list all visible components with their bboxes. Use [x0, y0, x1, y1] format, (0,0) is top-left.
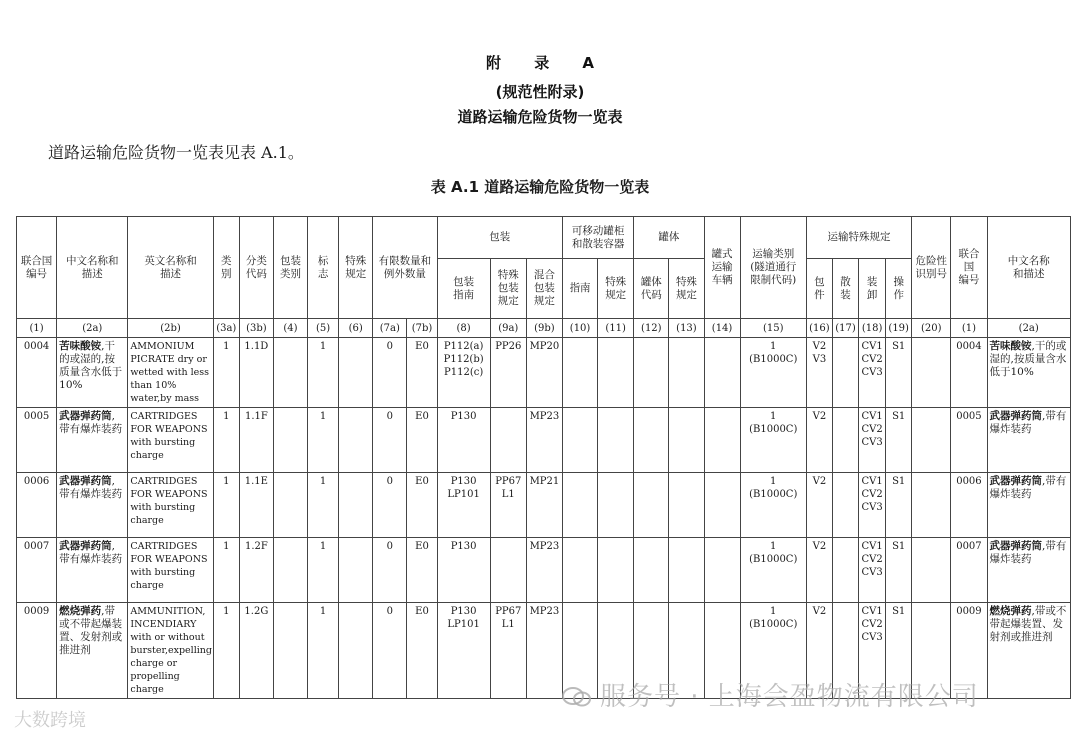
- column-number: (7a): [373, 319, 407, 338]
- cell-special: [339, 473, 373, 538]
- cn-name-desc: ,干的或湿的,按质量含水低于10%: [989, 340, 1067, 378]
- cell-ts-loading: CV1 CV2 CV3: [859, 603, 886, 699]
- cell-label: 1: [308, 473, 339, 538]
- cell-tank-special: [669, 338, 704, 408]
- cell-ts-package: V2 V3: [806, 338, 832, 408]
- cell-ts-bulk: [832, 408, 858, 473]
- cell-code: 1.2F: [239, 538, 273, 603]
- cell-pk-instr: P112(a) P112(b) P112(c): [437, 338, 490, 408]
- dangerous-goods-table: [16, 216, 1071, 699]
- header-en-name: 英文名称和 描述: [128, 217, 213, 319]
- cell-eq: E0: [407, 538, 437, 603]
- intro-text: 道路运输危险货物一览表见表 A.1。: [48, 143, 304, 162]
- cn-name-bold: 武器弹药筒: [989, 475, 1042, 487]
- cn-name-desc: ,带有爆炸装药: [989, 540, 1067, 565]
- column-number: (8): [437, 319, 490, 338]
- header-pt-special: 特殊 规定: [598, 259, 634, 319]
- header-pk-instr: 包装 指南: [437, 259, 490, 319]
- header-code: 分类 代码: [239, 217, 273, 319]
- cell-ts-bulk: [832, 473, 858, 538]
- cell-cn-name: [57, 538, 128, 603]
- cell-un: 0005: [17, 408, 57, 473]
- column-number: (2a): [57, 319, 128, 338]
- column-number: (9a): [490, 319, 526, 338]
- column-number: (19): [886, 319, 912, 338]
- cell-hazard-id: [912, 473, 951, 538]
- column-number-row: [17, 319, 1071, 338]
- column-number: (1): [17, 319, 57, 338]
- header-transport-special: 运输特殊规定: [806, 217, 911, 259]
- cell-class: 1: [213, 473, 239, 538]
- cell-label: 1: [308, 603, 339, 699]
- wechat-icon: [562, 686, 592, 708]
- cell-pk-instr: P130 LP101: [437, 473, 490, 538]
- cell-pt-instr: [563, 338, 598, 408]
- cell-pt-special: [598, 538, 634, 603]
- cell-en: CARTRIDGES FOR WEAPONS with bursting charge: [128, 538, 213, 603]
- cell-pg: [273, 473, 307, 538]
- cell-pt-instr: [563, 408, 598, 473]
- column-number: (10): [563, 319, 598, 338]
- cell-tank-code: [634, 538, 669, 603]
- cell-pk-mixed: MP23: [526, 408, 562, 473]
- cell-code: 1.1D: [239, 338, 273, 408]
- cell-pt-special: [598, 473, 634, 538]
- cell-en: AMMUNITION, INCENDIARY with or without burster,expelling charge or propelling charge: [128, 603, 213, 699]
- cell-lq: 0: [373, 408, 407, 473]
- cell-eq: E0: [407, 603, 437, 699]
- cell-un: 0007: [17, 538, 57, 603]
- cell-ts-operation: S1: [886, 338, 912, 408]
- header-ts-package: 包 件: [806, 259, 832, 319]
- cell-special: [339, 338, 373, 408]
- cn-name-bold: 武器弹药筒: [59, 475, 112, 487]
- column-number: (2a): [987, 319, 1071, 338]
- header-pt-instr: 指南: [563, 259, 598, 319]
- cn-name-desc: ,带或不带起爆装置、发射剂或推进剂: [989, 605, 1067, 643]
- column-number: (9b): [526, 319, 562, 338]
- header-un: 联合国 编号: [17, 217, 57, 319]
- cell-hazard-id: [912, 538, 951, 603]
- header-label: 标 志: [308, 217, 339, 319]
- cn-name-bold: 燃烧弹药: [59, 605, 102, 617]
- cell-special: [339, 408, 373, 473]
- cell-un2: 0005: [951, 408, 987, 473]
- column-number: (1): [951, 319, 987, 338]
- header-packing-group: 包装 类别: [273, 217, 307, 319]
- cell-cn-name-2: [987, 603, 1071, 699]
- cell-ts-bulk: [832, 538, 858, 603]
- cell-en: CARTRIDGES FOR WEAPONS with bursting charge: [128, 408, 213, 473]
- cell-eq: E0: [407, 473, 437, 538]
- header-tank: 罐体: [634, 217, 704, 259]
- appendix-subtitle: (规范性附录): [495, 83, 585, 101]
- cell-ts-package: V2: [806, 538, 832, 603]
- cell-pg: [273, 603, 307, 699]
- cell-pk-mixed: MP23: [526, 538, 562, 603]
- cell-pt-special: [598, 408, 634, 473]
- appendix-title: 附 录 A: [485, 54, 609, 72]
- cell-class: 1: [213, 408, 239, 473]
- cell-lq: 0: [373, 338, 407, 408]
- cell-en: CARTRIDGES FOR WEAPONS with bursting charge: [128, 473, 213, 538]
- cell-ts-package: V2: [806, 473, 832, 538]
- header-pk-special: 特殊 包装 规定: [490, 259, 526, 319]
- cell-pk-mixed: MP23: [526, 603, 562, 699]
- cell-pt-special: [598, 338, 634, 408]
- cell-un: 0006: [17, 473, 57, 538]
- cell-eq: E0: [407, 338, 437, 408]
- header-ts-bulk: 散 装: [832, 259, 858, 319]
- cell-pk-mixed: MP21: [526, 473, 562, 538]
- header-tank-special: 特殊 规定: [669, 259, 704, 319]
- column-number: (7b): [407, 319, 437, 338]
- header-ts-operation: 操 作: [886, 259, 912, 319]
- cell-un2: 0006: [951, 473, 987, 538]
- cell-tank-code: [634, 338, 669, 408]
- header-cn-name: 中文名称和 描述: [57, 217, 128, 319]
- column-number: (3b): [239, 319, 273, 338]
- cell-class: 1: [213, 603, 239, 699]
- cell-cn-name: [57, 408, 128, 473]
- cell-eq: E0: [407, 408, 437, 473]
- cell-transport-cat: 1 (B1000C): [740, 338, 806, 408]
- cell-ts-operation: S1: [886, 538, 912, 603]
- column-number: (18): [859, 319, 886, 338]
- header-transport-category: 运输类别 (隧道通行 限制代码): [740, 217, 806, 319]
- cell-tank-vehicle: [704, 408, 740, 473]
- cell-tank-code: [634, 473, 669, 538]
- cell-special: [339, 603, 373, 699]
- header-limited-quantity: 有限数量和 例外数量: [373, 217, 437, 319]
- cn-name-bold: 武器弹药筒: [989, 410, 1042, 422]
- cn-name-desc: ,带有爆炸装药: [989, 475, 1067, 500]
- table-row: [17, 538, 1071, 603]
- cell-tank-special: [669, 538, 704, 603]
- cell-tank-vehicle: [704, 473, 740, 538]
- cell-un: 0004: [17, 338, 57, 408]
- cn-name-desc: ,带有爆炸装药: [989, 410, 1067, 435]
- cn-name-desc: ,干的或湿的,按质量含水低于10%: [59, 340, 123, 391]
- cell-ts-operation: S1: [886, 603, 912, 699]
- column-number: (2b): [128, 319, 213, 338]
- table-row: [17, 338, 1071, 408]
- cell-label: 1: [308, 538, 339, 603]
- cell-class: 1: [213, 338, 239, 408]
- cell-ts-loading: CV1 CV2 CV3: [859, 408, 886, 473]
- cell-pt-instr: [563, 473, 598, 538]
- cell-tank-special: [669, 408, 704, 473]
- cell-code: 1.2G: [239, 603, 273, 699]
- column-number: (17): [832, 319, 858, 338]
- appendix-heading: 道路运输危险货物一览表: [457, 108, 623, 126]
- cell-un2: 0007: [951, 538, 987, 603]
- header-special: 特殊 规定: [339, 217, 373, 319]
- cell-ts-bulk: [832, 338, 858, 408]
- corner-watermark: 大数跨境: [14, 710, 86, 731]
- cn-name-bold: 苦味酸铵: [59, 340, 102, 352]
- table-row: [17, 473, 1071, 538]
- cell-tank-vehicle: [704, 338, 740, 408]
- cell-tank-special: [669, 473, 704, 538]
- cell-transport-cat: 1 (B1000C): [740, 473, 806, 538]
- watermark-text: 服务号 · 上海会盈物流有限公司: [600, 682, 979, 712]
- cell-cn-name-2: [987, 338, 1071, 408]
- cell-pk-instr: P130 LP101: [437, 603, 490, 699]
- cell-cn-name-2: [987, 538, 1071, 603]
- header-tank-code: 罐体 代码: [634, 259, 669, 319]
- cell-un2: 0004: [951, 338, 987, 408]
- column-number: (20): [912, 319, 951, 338]
- cell-label: 1: [308, 408, 339, 473]
- cell-ts-package: V2: [806, 408, 832, 473]
- cn-name-bold: 燃烧弹药: [989, 605, 1032, 617]
- cell-pg: [273, 538, 307, 603]
- cn-name-bold: 武器弹药筒: [59, 540, 112, 552]
- cell-un: 0009: [17, 603, 57, 699]
- cell-hazard-id: [912, 408, 951, 473]
- column-number: (15): [740, 319, 806, 338]
- cell-transport-cat: 1 (B1000C): [740, 603, 806, 699]
- cell-hazard-id: [912, 338, 951, 408]
- cell-transport-cat: 1 (B1000C): [740, 538, 806, 603]
- cell-pk-special: PP67 L1: [490, 473, 526, 538]
- header-ts-loading: 装 卸: [859, 259, 886, 319]
- header-tank-vehicle: 罐式 运输 车辆: [704, 217, 740, 319]
- header-packing: 包装: [437, 217, 562, 259]
- column-number: (12): [634, 319, 669, 338]
- cell-cn-name-2: [987, 408, 1071, 473]
- cell-pk-special: [490, 538, 526, 603]
- cell-ts-loading: CV1 CV2 CV3: [859, 473, 886, 538]
- header-portable-tank: 可移动罐柜 和散装容器: [563, 217, 634, 259]
- header-class: 类 别: [213, 217, 239, 319]
- cell-pk-mixed: MP20: [526, 338, 562, 408]
- column-number: (6): [339, 319, 373, 338]
- column-number: (14): [704, 319, 740, 338]
- cell-pk-special: [490, 408, 526, 473]
- column-number: (16): [806, 319, 832, 338]
- cell-code: 1.1E: [239, 473, 273, 538]
- cell-cn-name: [57, 338, 128, 408]
- cell-lq: 0: [373, 538, 407, 603]
- cell-pk-special: PP26: [490, 338, 526, 408]
- cn-name-desc: ,带有爆炸装药: [59, 475, 123, 500]
- cell-ts-package: V2: [806, 603, 832, 699]
- table-row: [17, 408, 1071, 473]
- cn-name-desc: ,带有爆炸装药: [59, 540, 123, 565]
- cell-transport-cat: 1 (B1000C): [740, 408, 806, 473]
- header-un-2: 联合国 编号: [951, 217, 987, 319]
- cell-pg: [273, 408, 307, 473]
- cn-name-bold: 苦味酸铵: [989, 340, 1032, 352]
- header-pk-mixed: 混合 包装 规定: [526, 259, 562, 319]
- cell-cn-name: [57, 473, 128, 538]
- cell-pk-special: PP67 L1: [490, 603, 526, 699]
- column-number: (11): [598, 319, 634, 338]
- cell-pg: [273, 338, 307, 408]
- cell-pk-instr: P130: [437, 408, 490, 473]
- header-cn-name-2: 中文名称 和描述: [987, 217, 1071, 319]
- cell-cn-name: [57, 603, 128, 699]
- column-number: (3a): [213, 319, 239, 338]
- cell-lq: 0: [373, 473, 407, 538]
- cell-un2: 0009: [951, 603, 987, 699]
- cell-pk-instr: P130: [437, 538, 490, 603]
- cell-code: 1.1F: [239, 408, 273, 473]
- cell-lq: 0: [373, 603, 407, 699]
- cn-name-desc: ,带有爆炸装药: [59, 410, 123, 435]
- cell-tank-code: [634, 408, 669, 473]
- cn-name-bold: 武器弹药筒: [989, 540, 1042, 552]
- cell-tank-vehicle: [704, 538, 740, 603]
- cell-special: [339, 538, 373, 603]
- column-number: (4): [273, 319, 307, 338]
- cell-cn-name-2: [987, 473, 1071, 538]
- cn-name-desc: ,带或不带起爆装置、发射剂或推进剂: [59, 605, 123, 656]
- cell-ts-operation: S1: [886, 408, 912, 473]
- cell-en: AMMONIUM PICRATE dry or wetted with less than 10% water,by mass: [128, 338, 213, 408]
- column-number: (13): [669, 319, 704, 338]
- watermark: [562, 676, 979, 713]
- table-caption: 表 A.1 道路运输危险货物一览表: [430, 178, 650, 196]
- cell-ts-loading: CV1 CV2 CV3: [859, 538, 886, 603]
- cell-pt-instr: [563, 538, 598, 603]
- cn-name-bold: 武器弹药筒: [59, 410, 112, 422]
- header-hazard-id: 危险性 识别号: [912, 217, 951, 319]
- cell-label: 1: [308, 338, 339, 408]
- cell-ts-operation: S1: [886, 473, 912, 538]
- cell-class: 1: [213, 538, 239, 603]
- cell-ts-loading: CV1 CV2 CV3: [859, 338, 886, 408]
- column-number: (5): [308, 319, 339, 338]
